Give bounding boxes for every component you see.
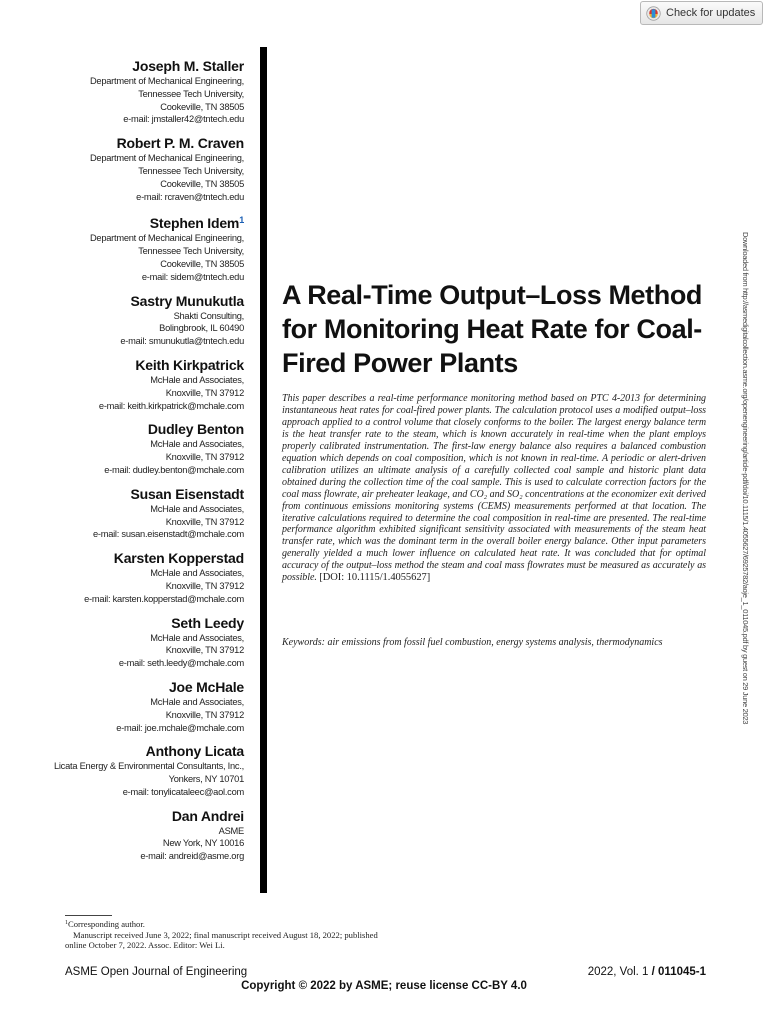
author-block (4, 58, 244, 126)
author-email[interactable]: e-mail: susan.eisenstadt@mchale.com (92, 529, 244, 540)
footnote-marker: 1 (65, 920, 68, 926)
author-name: Karsten Kopperstad (113, 550, 244, 567)
check-for-updates-button[interactable] (640, 1, 763, 25)
author-name: Dudley Benton (147, 421, 244, 438)
author-email[interactable]: e-mail: rcraven@tntech.edu (136, 191, 244, 202)
author-email[interactable]: e-mail: dudley.benton@mchale.com (104, 464, 244, 475)
separator: / (648, 966, 659, 978)
author-block (4, 808, 244, 863)
author-name: Keith Kirkpatrick (135, 356, 244, 373)
author-name: Joe McHale (168, 678, 244, 695)
author-address: Bolingbrook, IL 60490 (159, 323, 244, 334)
author-block (4, 212, 244, 283)
author-email[interactable]: e-mail: seth.leedy@mchale.com (118, 658, 244, 669)
footnote-received: Manuscript received June 3, 2022; final manuscript received August 18, 2022; published online October 7, 2022. Assoc. Editor: Wei Li. (65, 929, 378, 951)
author-affiliation: Tennessee Tech University, (138, 246, 244, 257)
author-affiliation: McHale and Associates, (150, 696, 244, 707)
crossmark-icon (646, 6, 661, 21)
author-affiliation: Licata Energy & Environmental Consultants, Inc., (53, 761, 244, 772)
journal-name: ASME Open Journal of Engineering (65, 966, 248, 978)
footnote-corresponding-text: Corresponding author. (68, 919, 145, 929)
author-block (4, 679, 244, 734)
author-name: Stephen Idem$^1$ (149, 215, 244, 232)
author-email[interactable]: e-mail: joe.mchale@mchale.com (116, 722, 244, 733)
author-address: Knoxville, TN 37912 (165, 516, 244, 527)
author-email[interactable]: e-mail: andreid@asme.org (140, 851, 244, 862)
author-name: Dan Andrei (171, 807, 244, 824)
author-affiliation: Department of Mechanical Engineering, (89, 76, 244, 86)
footnote-corresponding (65, 918, 395, 930)
author-block (4, 550, 244, 605)
author-block (4, 743, 244, 798)
author-affiliation: McHale and Associates, (150, 568, 244, 579)
keywords: Keywords: air emissions from fossil fuel combustion, energy systems analysis, thermodynamics (282, 637, 663, 648)
author-affiliation: McHale and Associates, (150, 439, 244, 450)
author-affiliation: McHale and Associates, (150, 503, 244, 514)
author-affiliation: Department of Mechanical Engineering, (89, 233, 244, 244)
author-list (4, 58, 244, 872)
abstract-text: This paper describes a real-time performance monitoring method based on PTC 4-2013 for determining instantaneous heat rates for coal-fired power plants. The calculation protocol uses a modified output–loss approach applied to a control volume that closely conforms to the boiler. The largest energy balance term is the heat transfer rate to the steam, which is known accurately in real-time when the plant employs properly calibrated instrumentation. The first-law energy balance also requires a balanced combustion equation which depends on coal composition, which is not known in real-time. A periodic or alert-driven calibration utilizes an ultimate analysis of a carefully collected coal sample and historic plant data obtained during the collection time of the coal sample. This is used to calculate correction factors for the coal mass flowrate, air preheater leakage, and CO₂ and SO₂ concentrations at the economizer exit derived from continuous emissions monitoring systems (CEMS) measurements performed at that location. The iterative calculations required to determine the coal composition in real-time are presented. The real-time performance algorithm exhibited significant sensitivity associated with measurements of the steam heat transfer rate, which was the dominant term in the overall boiler energy balance. Other input parameters generally yielded a much lower influence on calculated heat rate. It was concluded that for optimal accuracy of the output–loss method the steam and coal mass flowrates must be measured as accurately as possible. (282, 393, 706, 584)
column-divider-bar (260, 47, 267, 893)
author-name: Susan Eisenstadt (130, 485, 244, 502)
year-volume: 2022, Vol. 1 (587, 966, 649, 978)
footnotes (65, 918, 395, 951)
author-affiliation: Tennessee Tech University, (138, 165, 244, 176)
paper-title: A Real-Time Output–Loss Method for Monitoring Heat Rate for Coal-Fired Power Plants (282, 280, 703, 378)
author-address: Knoxville, TN 37912 (165, 580, 244, 591)
author-address: Knoxville, TN 37912 (165, 387, 244, 398)
author-address: Knoxville, TN 37912 (165, 452, 244, 463)
doi-link[interactable]: [DOI: 10.1115/1.4055627] (319, 572, 431, 584)
author-name: Joseph M. Staller (132, 58, 244, 74)
author-block (4, 357, 244, 412)
author-address: Cookeville, TN 38505 (160, 178, 244, 189)
author-name: Robert P. M. Craven (116, 135, 244, 152)
author-address: New York, NY 10016 (162, 838, 244, 849)
download-notice: Downloaded from http://asmedigitalcollection.asme.org/openengineering/article-pdf/doi/10.1115/1.4055627/6925782/aoje_1_011045.pdf by guest on 29 June 2023 (741, 232, 750, 725)
author-name: Sastry Munukutla (130, 292, 244, 309)
author-email[interactable]: e-mail: jmstaller42@tntech.edu (123, 114, 244, 125)
author-email[interactable]: e-mail: smunukutla@tntech.edu (120, 336, 244, 347)
author-block (4, 421, 244, 476)
author-affiliation: Shakti Consulting, (173, 310, 244, 321)
author-name: Seth Leedy (171, 614, 244, 631)
author-address: Cookeville, TN 38505 (160, 101, 244, 112)
footnote-rule (65, 915, 112, 916)
author-affiliation: ASME (218, 825, 244, 836)
author-email[interactable]: e-mail: keith.kirkpatrick@mchale.com (98, 400, 244, 411)
author-affiliation: McHale and Associates, (150, 374, 244, 385)
author-affiliation: Tennessee Tech University, (138, 88, 244, 99)
author-name: Anthony Licata (145, 743, 244, 760)
author-block (4, 293, 244, 348)
abstract (282, 393, 706, 584)
article-id: 011045-1 (658, 966, 706, 978)
author-address: Cookeville, TN 38505 (160, 258, 244, 269)
page-identifier (588, 966, 706, 978)
author-address: Knoxville, TN 37912 (165, 709, 244, 720)
author-address: Yonkers, NY 10701 (168, 774, 244, 785)
check-for-updates-label: Check for updates (666, 7, 756, 19)
corresponding-author-marker[interactable]: 1 (239, 215, 244, 226)
author-email[interactable]: e-mail: karsten.kopperstad@mchale.com (84, 593, 244, 604)
author-address: Knoxville, TN 37912 (165, 645, 244, 656)
author-email[interactable]: e-mail: tonylicataleec@aol.com (122, 786, 244, 797)
author-block (4, 486, 244, 541)
author-affiliation: McHale and Associates, (150, 632, 244, 643)
copyright-line: Copyright © 2022 by ASME; reuse license CC-BY 4.0 (241, 980, 527, 992)
author-affiliation: Department of Mechanical Engineering, (89, 153, 244, 164)
author-block (4, 135, 244, 203)
author-email[interactable]: e-mail: sidem@tntech.edu (141, 271, 244, 282)
author-block (4, 615, 244, 670)
